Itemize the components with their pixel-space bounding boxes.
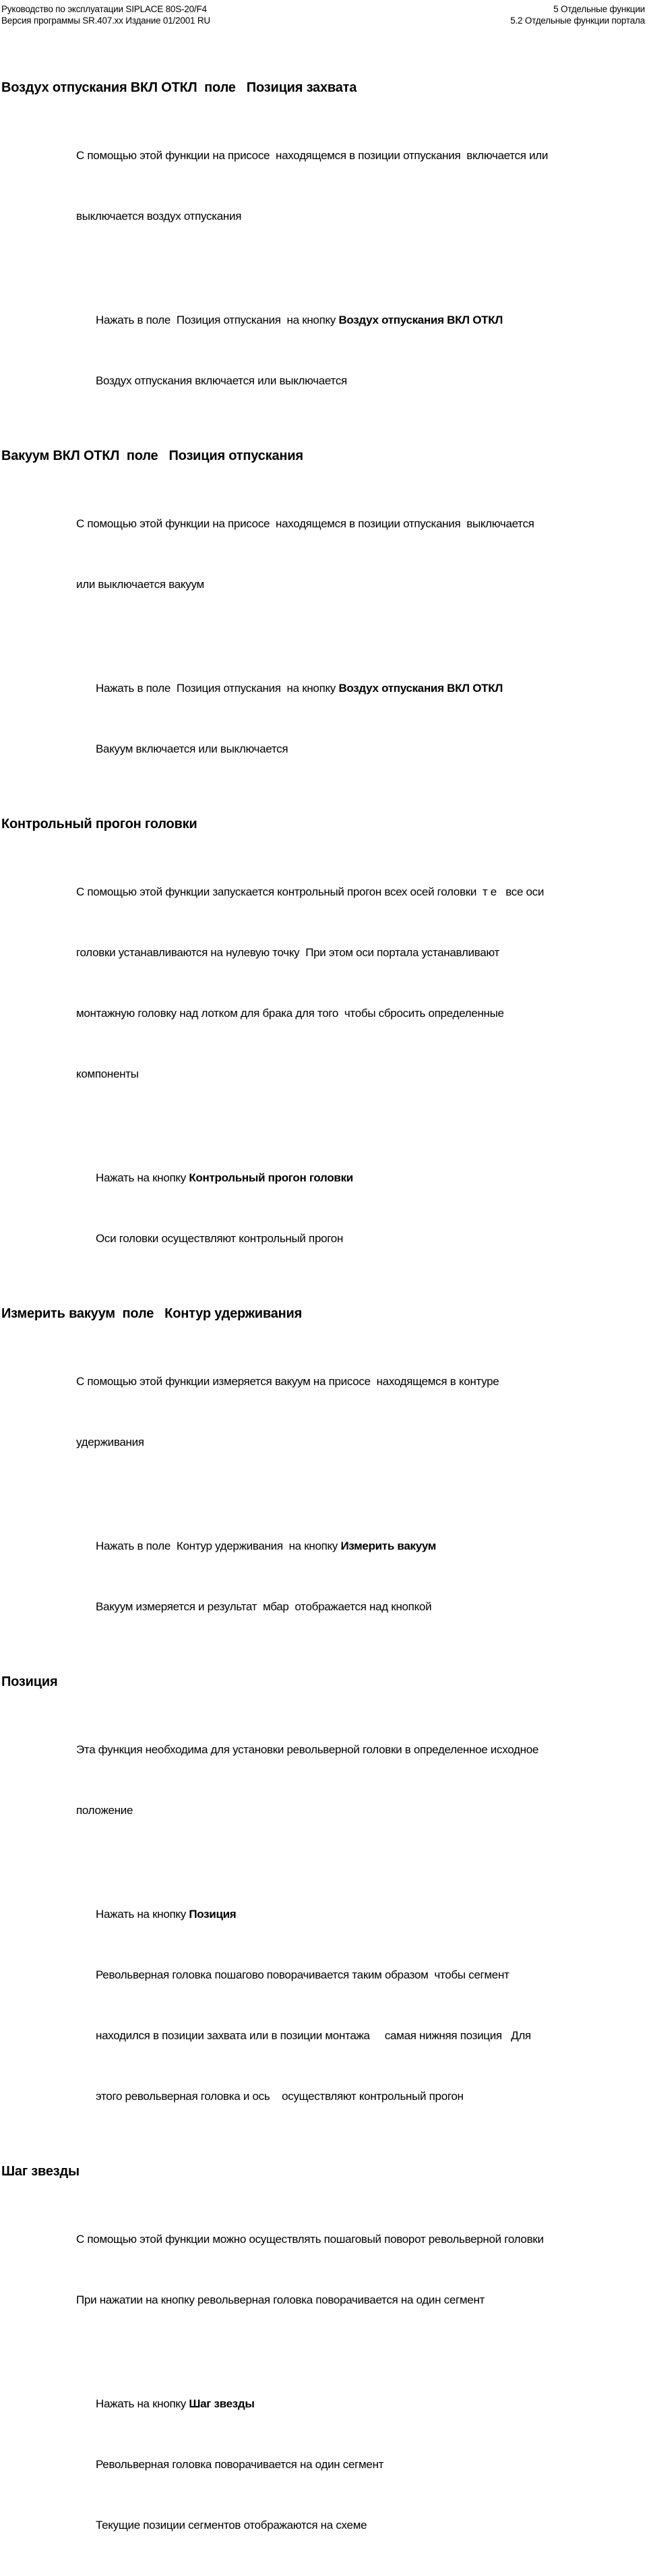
instruction-line xyxy=(96,310,649,330)
paragraph xyxy=(76,842,649,1125)
instruction-line xyxy=(96,2026,649,2046)
chapter-title: 5 Отдельные функции xyxy=(553,4,645,14)
button-name: Контрольный прогон головки xyxy=(189,1171,353,1184)
instructions xyxy=(96,1496,649,1658)
instructions xyxy=(96,1864,649,2147)
paragraph xyxy=(76,1331,649,1493)
instruction-text: Нажать в поле Позиция отпускания на кнопку xyxy=(96,682,339,695)
section-vacuum-on-off xyxy=(0,448,649,800)
paragraph-line: С помощью этой функции на присосе находящемся в позиции отпускания выключается xyxy=(76,517,534,530)
instruction-text: Нажать на кнопку xyxy=(96,1908,189,1921)
paragraph-line: удерживания xyxy=(76,1436,144,1448)
instructions xyxy=(96,270,649,432)
section-title: 5.2 Отдельные функции портала xyxy=(510,16,645,26)
section-heading: Шаг звезды xyxy=(1,2164,80,2179)
instruction-line xyxy=(96,1965,649,1985)
instruction-line xyxy=(96,678,649,699)
paragraph-line: или выключается вакуум xyxy=(76,578,204,591)
paragraph-line: С помощью этой функции можно осуществлять пошаговый поворот револьверной головки xyxy=(76,2233,544,2246)
button-name: Шаг звезды xyxy=(189,2397,255,2410)
instruction-line xyxy=(96,739,649,759)
section-heading: Измерить вакуум поле Контур удерживания xyxy=(1,1306,303,1321)
paragraph-line: Эта функция необходима для установки револьверной головки в определенное исходное xyxy=(76,1743,538,1756)
paragraph-line: головки устанавливаются на нулевую точку При этом оси портала устанавливают xyxy=(76,946,499,959)
paragraph-line: С помощью этой функции на присосе находящемся в позиции отпускания включается или xyxy=(76,149,549,162)
section-measure-vacuum xyxy=(0,1306,649,1658)
paragraph-line: выключается воздух отпускания xyxy=(76,210,242,223)
paragraph-line: положение xyxy=(76,1804,133,1817)
instruction-line xyxy=(96,2086,649,2107)
instruction-text: Оси головки осуществляют контрольный прогон xyxy=(96,1232,344,1245)
instruction-line xyxy=(96,1168,649,1188)
instruction-line xyxy=(96,2394,649,2414)
paragraph xyxy=(76,1699,649,1861)
instruction-text: Нажать на кнопку xyxy=(96,1171,189,1184)
paragraph xyxy=(76,105,649,267)
program-version: Версия программы SR.407.xx Издание 01/2001 RU xyxy=(1,16,210,26)
section-heading: Воздух отпускания ВКЛ ОТКЛ поле Позиция захвата xyxy=(1,80,357,95)
instruction-line xyxy=(96,1904,649,1925)
instructions xyxy=(96,638,649,800)
instruction-text: этого револьверная головка и ось осуществляют контрольный прогон xyxy=(96,2090,464,2103)
paragraph-line: С помощью этой функции запускается контрольный прогон всех осей головки т е все оси xyxy=(76,885,545,898)
instruction-line xyxy=(96,371,649,391)
instruction-text: находился в позиции захвата или в позиции монтажа самая нижняя позиция Для xyxy=(96,2029,531,2042)
button-name: Воздух отпускания ВКЛ ОТКЛ xyxy=(338,314,503,326)
instruction-line xyxy=(96,2455,649,2475)
section-star-step xyxy=(0,2163,649,2576)
section-head-check-run xyxy=(0,816,649,1289)
instruction-line xyxy=(96,1536,649,1556)
paragraph-line: монтажную головку над лотком для брака для того чтобы сбросить определенные xyxy=(76,1007,504,1020)
instruction-text: Револьверная головка пошагово поворачивается таким образом чтобы сегмент xyxy=(96,1968,509,1981)
header-left xyxy=(1,3,210,26)
paragraph-line: При нажатии на кнопку револьверная головка поворачивается на один сегмент xyxy=(76,2293,485,2306)
section-position xyxy=(0,1674,649,2147)
instruction-text: Револьверная головка поворачивается на один сегмент xyxy=(96,2458,384,2471)
instructions xyxy=(96,2353,649,2576)
instruction-text: Вакуум включается или выключается xyxy=(96,742,288,755)
instruction-text: Нажать в поле Контур удерживания на кнопку xyxy=(96,1540,341,1552)
page-header xyxy=(0,0,649,26)
instruction-text: Нажать в поле Позиция отпускания на кнопку xyxy=(96,314,339,326)
paragraph-line: компоненты xyxy=(76,1067,139,1080)
paragraph-line: С помощью этой функции измеряется вакуум на присосе находящемся в контуре xyxy=(76,1375,499,1388)
instruction-text: Воздух отпускания включается или выключается xyxy=(96,374,347,387)
instruction-text: Текущие позиции сегментов отображаются на схеме xyxy=(96,2519,367,2531)
instruction-line xyxy=(96,1597,649,1617)
section-heading: Вакуум ВКЛ ОТКЛ поле Позиция отпускания xyxy=(1,448,303,463)
instruction-line xyxy=(96,1229,649,1249)
paragraph xyxy=(76,2189,649,2351)
instructions xyxy=(96,1128,649,1289)
document-content xyxy=(0,80,649,2576)
button-name: Воздух отпускания ВКЛ ОТКЛ xyxy=(338,682,503,695)
instruction-text: Нажать на кнопку xyxy=(96,2397,189,2410)
paragraph xyxy=(76,473,649,635)
header-right xyxy=(510,3,645,26)
section-release-air xyxy=(0,80,649,432)
instruction-line xyxy=(96,2515,649,2536)
instruction-text: Вакуум измеряется и результат мбар отображается над кнопкой xyxy=(96,1600,432,1613)
button-name: Измерить вакуум xyxy=(340,1540,437,1552)
section-heading: Контрольный прогон головки xyxy=(1,817,197,831)
button-name: Позиция xyxy=(189,1908,237,1921)
section-heading: Позиция xyxy=(1,1674,58,1689)
manual-title: Руководство по эксплуатации SIPLACE 80S-20/F4 xyxy=(1,4,207,14)
